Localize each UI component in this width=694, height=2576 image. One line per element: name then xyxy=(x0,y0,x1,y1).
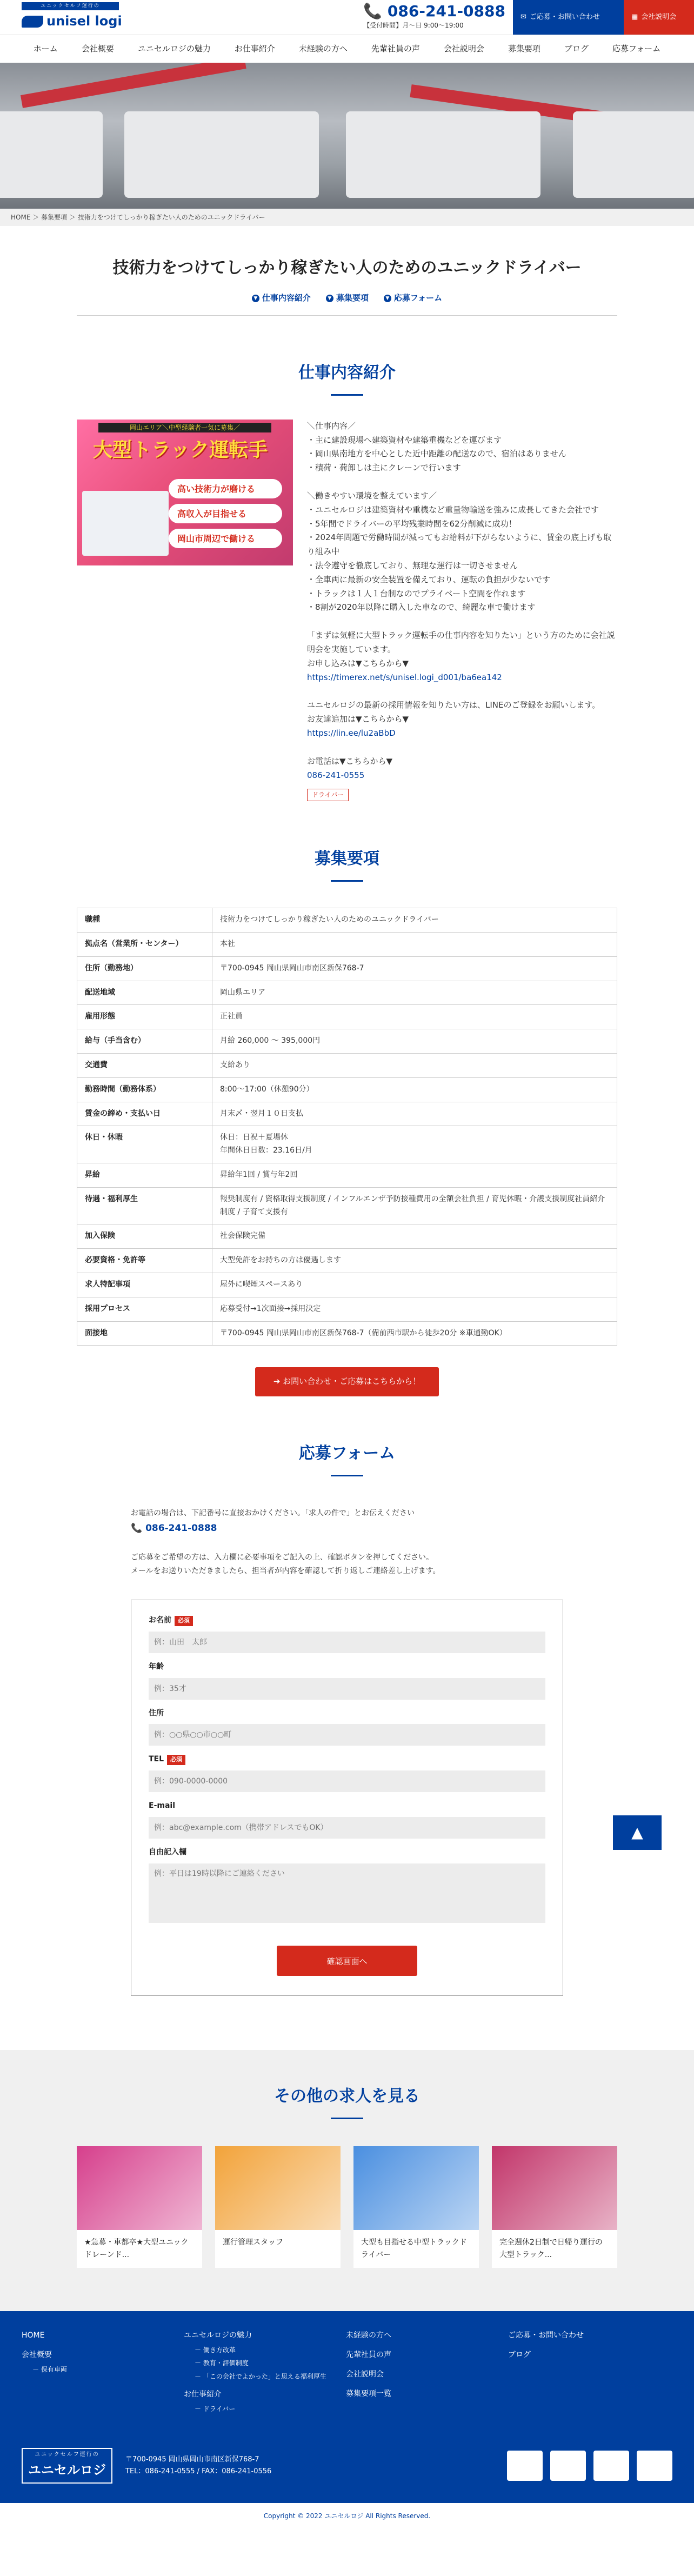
job-card[interactable] xyxy=(77,2146,202,2268)
row-label: 採用プロセス xyxy=(77,1297,212,1321)
field-label: TEL 必須 xyxy=(149,1753,545,1766)
job-card[interactable] xyxy=(215,2146,341,2268)
job-section-title: 仕事内容紹介 xyxy=(298,363,396,382)
row-value: 屋外に喫煙スペースあり xyxy=(212,1273,617,1297)
nav-item[interactable]: お仕事紹介 xyxy=(234,43,275,54)
arrow-right-icon: ➔ xyxy=(273,1376,283,1387)
other-jobs-title: その他の求人を見る xyxy=(274,2087,420,2106)
chevron-up-icon: ▲ xyxy=(631,1823,643,1841)
job-card-image xyxy=(77,2146,202,2230)
field-label: 年齢 xyxy=(149,1662,164,1671)
table-row xyxy=(77,1187,617,1224)
job-line: ・トラックは１人１台制なのでプライベート空間を作れます xyxy=(307,588,526,598)
row-label: 賃金の締め・支払い日 xyxy=(77,1102,212,1126)
job-line: ・2024年問題で労働時間が減ってもお給料が下がらないように、賃金の底上げも取り組み中 xyxy=(307,532,612,557)
header-contact-button[interactable]: ✉ ご応募・お問い合わせ xyxy=(513,0,624,35)
application-form xyxy=(131,1600,563,1996)
job-line xyxy=(307,615,617,629)
breadcrumb: HOME ＞ 募集要項 ＞ 技術力をつけてしっかり稼ぎたい人のためのユニックドライバー xyxy=(0,209,694,226)
table-row xyxy=(77,1297,617,1321)
row-value: 報奨制度有 / 資格取得支援制度 / インフルエンザ予防接種費用の全額会社負担 / 育児休暇・介護支援制度社員紹介制度 / 子育て支援有 xyxy=(212,1187,617,1224)
form-input[interactable] xyxy=(149,1632,545,1653)
certification-badge-icon xyxy=(593,2451,629,2481)
row-value: 社会保険完備 xyxy=(212,1224,617,1249)
footer-sublink[interactable]: － 保有車両 xyxy=(32,2365,67,2373)
header-tel[interactable]: 📞 086-241-0888 xyxy=(363,2,505,21)
requirements-section-title: 募集要項 xyxy=(315,849,379,869)
row-value: 技術力をつけてしっかり稼ぎたい人のためのユニックドライバー xyxy=(212,908,617,933)
footer-logo[interactable]: ユニックセルフ運行の ユニセルロジ xyxy=(22,2448,112,2484)
table-row xyxy=(77,1273,617,1297)
job-line: 「まずは気軽に大型トラック運転手の仕事内容を知りたい」という方のために会社説明会を実施しています。 xyxy=(307,630,615,655)
row-value: 応募受付→1次面接→採用決定 xyxy=(212,1297,617,1321)
anchor-links xyxy=(0,291,694,305)
hero-image xyxy=(0,63,694,209)
job-section xyxy=(77,420,617,802)
anchor-job[interactable]: ▼ 仕事内容紹介 xyxy=(252,291,311,305)
mail-icon: ✉ xyxy=(520,12,526,21)
row-label: 休日・休暇 xyxy=(77,1126,212,1163)
arrow-down-icon: ▼ xyxy=(384,295,391,302)
header-hours: 【受付時間】月〜日 9:00〜19:00 xyxy=(363,22,464,30)
job-card-title: 大型も目指せる中型トラックドライバー xyxy=(353,2230,479,2268)
row-label: 面接地 xyxy=(77,1321,212,1346)
logo-mark-icon xyxy=(22,16,43,28)
site-logo[interactable] xyxy=(22,2,122,32)
job-line: ・8割が2020年以降に購入した車なので、綺麗な車で働けます xyxy=(307,602,536,613)
job-image: 岡山エリア＼中型経験者一気に募集／ 大型トラック運転手 高い技術力が磨ける 高収入が目指せる 岡山市周辺で働ける xyxy=(77,420,293,565)
field-label: お名前 必須 xyxy=(149,1614,545,1627)
copyright: Copyright © 2022 ユニセルロジ All Rights Reserved. xyxy=(0,2503,694,2530)
job-card-image xyxy=(492,2146,617,2230)
row-label: 昇給 xyxy=(77,1163,212,1187)
row-value: 正社員 xyxy=(212,1005,617,1029)
footer-link[interactable]: ご応募・お問い合わせ xyxy=(508,2331,584,2340)
nav-item[interactable]: ユニセルロジの魅力 xyxy=(137,43,211,54)
footer-link[interactable]: ブログ xyxy=(508,2351,531,2360)
field-label: 住所 xyxy=(149,1708,164,1718)
table-row xyxy=(77,1029,617,1054)
row-label: 拠点名（営業所・センター） xyxy=(77,933,212,957)
job-description xyxy=(307,420,617,802)
form-input[interactable] xyxy=(149,1724,545,1746)
row-label: 必要資格・免許等 xyxy=(77,1249,212,1273)
row-value: 〒700-0945 岡山県岡山市南区新保768-7（備前西市駅から徒歩20分 ※車通勤OK） xyxy=(212,1321,617,1346)
back-to-top-button[interactable] xyxy=(613,1815,662,1850)
job-line: お申し込みは▼こちらから▼ xyxy=(307,658,409,668)
global-nav xyxy=(0,35,694,63)
anchor-requirements[interactable]: ▼ 募集要項 xyxy=(326,291,369,305)
confirm-button[interactable]: 確認画面へ xyxy=(277,1946,417,1976)
footer-link[interactable]: 募集要項一覧 xyxy=(346,2389,391,2398)
form-section-title: 応募フォーム xyxy=(298,1443,396,1463)
form-intro: お電話の場合は、下記番号に直接おかけください。「求人の件で」とお伝えください 📞 086-241-0888 ご応募をご希望の方は、入力欄に必要事項をご記入の上、確認ボタンを押してください。 メールをお送りいただきましたら、担当者が内容を確認して折り返しご連絡差し上げます。 xyxy=(131,1507,563,1578)
field-label: 自由記入欄 xyxy=(149,1848,186,1856)
row-label: 配送地域 xyxy=(77,981,212,1005)
line-link[interactable]: https://lin.ee/lu2aBbD xyxy=(307,728,396,738)
nav-item[interactable]: 未経験の方へ xyxy=(298,43,348,54)
row-value: 本社 xyxy=(212,933,617,957)
job-card[interactable] xyxy=(353,2146,479,2268)
job-card-image xyxy=(215,2146,341,2230)
row-label: 住所（勤務地） xyxy=(77,956,212,981)
page-title: 技術力をつけてしっかり稼ぎたい人のためのユニックドライバー xyxy=(112,258,582,278)
footer-link[interactable]: 会社説明会 xyxy=(346,2369,384,2379)
row-label: 雇用形態 xyxy=(77,1005,212,1029)
job-line: ＼働きやすい環境を整えています／ xyxy=(307,491,437,501)
nav-item[interactable]: ブログ xyxy=(564,43,589,54)
row-label: 加入保険 xyxy=(77,1224,212,1249)
free-text-field[interactable] xyxy=(149,1863,545,1923)
table-row xyxy=(77,956,617,981)
row-value: 大型免許をお持ちの方は優遇します xyxy=(212,1249,617,1273)
site-header xyxy=(0,0,694,35)
form-input[interactable] xyxy=(149,1678,545,1700)
logo-name: unisel logi xyxy=(46,14,122,29)
footer-address: 〒700-0945 岡山県岡山市南区新保768-7 TEL：086-241-0555 / FAX：086-241-0556 xyxy=(125,2455,272,2476)
table-row xyxy=(77,908,617,933)
job-line: ・ユニセルロジは建築資材や重機など重量物輸送を強みに成長してきた会社です xyxy=(307,504,599,515)
row-value: 支給あり xyxy=(212,1054,617,1078)
job-line: ・5年間でドライバーの平均残業時間を62分削減に成功！ xyxy=(307,518,517,529)
row-value: 昇給年1回 / 賞与年2回 xyxy=(212,1163,617,1187)
job-card-title: 運行管理スタッフ xyxy=(215,2230,341,2268)
nav-item[interactable]: 先輩社員の声 xyxy=(371,43,420,54)
row-value: 月給 260,000 ～ 395,000円 xyxy=(212,1029,617,1054)
footer-link[interactable]: お仕事紹介 xyxy=(184,2390,222,2399)
certification-badge-icon xyxy=(637,2451,672,2481)
footer-link[interactable]: 会社概要 xyxy=(22,2351,52,2360)
row-value: 〒700-0945 岡山県岡山市南区新保768-7 xyxy=(212,956,617,981)
certification-badge-icon xyxy=(507,2451,543,2481)
nav-item[interactable]: 応募フォーム xyxy=(612,43,661,54)
table-row xyxy=(77,1005,617,1029)
job-line: ・岡山県南地方を中心とした近中距離の配送なので、宿泊はありません xyxy=(307,449,566,459)
contact-cta-button[interactable]: ➔ お問い合わせ・ご応募はこちらから！ xyxy=(255,1367,439,1396)
footer-sublink[interactable]: － ドライバー xyxy=(195,2405,236,2413)
row-label: 給与（手当含む） xyxy=(77,1029,212,1054)
nav-item[interactable]: ホーム xyxy=(33,43,58,54)
footer-link[interactable]: 未経験の方へ xyxy=(346,2331,391,2340)
arrow-down-icon: ▼ xyxy=(252,295,259,302)
job-line: ・積荷・荷卸しは主にクレーンで行います xyxy=(307,463,461,473)
row-label: 交通費 xyxy=(77,1054,212,1078)
row-value: 月末〆・翌月１０日支払 xyxy=(212,1102,617,1126)
job-line: ・全車両に最新の安全装置を備えており、運転の負担が少ないです xyxy=(307,574,551,584)
job-line: お友達追加は▼こちらから▼ xyxy=(307,714,409,724)
footer-sublink[interactable]: － 働き方改革 xyxy=(195,2346,236,2354)
footer-sublink[interactable]: － 教育・評価制度 xyxy=(195,2359,249,2367)
other-jobs xyxy=(0,2050,694,2311)
footer-link[interactable]: ユニセルロジの魅力 xyxy=(184,2331,252,2340)
breadcrumb-current: 技術力をつけてしっかり稼ぎたい人のためのユニックドライバー xyxy=(77,214,265,221)
field-label: E-mail xyxy=(149,1801,176,1810)
row-label: 求人特記事項 xyxy=(77,1273,212,1297)
site-footer xyxy=(0,2311,694,2503)
nav-item[interactable]: 会社説明会 xyxy=(443,43,484,54)
certification-badge-icon xyxy=(550,2451,586,2481)
arrow-down-icon: ▼ xyxy=(326,295,333,302)
tel-link[interactable]: 086-241-0555 xyxy=(307,770,365,780)
table-row xyxy=(77,1224,617,1249)
nav-item[interactable]: 会社概要 xyxy=(81,43,114,54)
row-value: 休日：日祝＋夏場休 年間休日日数：23.16日/月 xyxy=(212,1126,617,1163)
row-label: 職種 xyxy=(77,908,212,933)
form-tel[interactable]: 📞 086-241-0888 xyxy=(131,1523,217,1534)
table-row xyxy=(77,1102,617,1126)
job-card-title: ★急募・車都卒★大型ユニックドレーンド... xyxy=(77,2230,202,2268)
table-row xyxy=(77,1054,617,1078)
breadcrumb-home[interactable]: HOME xyxy=(11,214,31,221)
footer-sublink[interactable]: － 「この会社でよかった」と思える福利厚生 xyxy=(195,2372,326,2380)
table-row xyxy=(77,1321,617,1346)
job-card-title: 完全週休2日制で日帰り運行の大型トラック... xyxy=(492,2230,617,2268)
row-label: 勤務時間（勤務体系） xyxy=(77,1077,212,1102)
row-value: 8:00〜17:00（休憩90分） xyxy=(212,1077,617,1102)
required-badge: 必須 xyxy=(175,1616,193,1626)
table-row xyxy=(77,1163,617,1187)
footer-link[interactable]: 先輩社員の声 xyxy=(346,2351,391,2360)
table-row xyxy=(77,981,617,1005)
requirements-table xyxy=(77,908,617,1346)
seminar-link[interactable]: https://timerex.net/s/unisel.logi_d001/ba6ea142 xyxy=(307,672,502,682)
table-row xyxy=(77,933,617,957)
form-input[interactable] xyxy=(149,1770,545,1792)
required-badge: 必須 xyxy=(167,1755,185,1765)
anchor-form[interactable]: ▼ 応募フォーム xyxy=(384,291,442,305)
job-line xyxy=(307,475,617,489)
job-card[interactable] xyxy=(492,2146,617,2268)
building-icon: ▦ xyxy=(631,12,638,21)
table-row xyxy=(77,1126,617,1163)
row-value: 岡山県エリア xyxy=(212,981,617,1005)
table-row xyxy=(77,1249,617,1273)
breadcrumb-requirements[interactable]: 募集要項 xyxy=(41,214,68,221)
job-line: ＼仕事内容／ xyxy=(307,421,356,431)
form-input[interactable] xyxy=(149,1817,545,1839)
job-line: ・主に建設現場へ建築資材や建築重機などを運びます xyxy=(307,435,502,445)
job-line: お電話は▼こちらから▼ xyxy=(307,756,393,766)
nav-item[interactable]: 募集要項 xyxy=(508,43,540,54)
row-label: 待遇・福利厚生 xyxy=(77,1187,212,1224)
table-row xyxy=(77,1077,617,1102)
logo-tagline: ユニックセルフ運行の xyxy=(22,2,119,10)
footer-link[interactable]: HOME xyxy=(22,2331,45,2340)
job-line: ユニセルロジの最新の採用情報を知りたい方は、LINEのご登録をお願いします。 xyxy=(307,700,600,710)
job-line: ・法令遵守を徹底しており、無理な運行は一切させません xyxy=(307,561,518,571)
job-card-image xyxy=(353,2146,479,2230)
category-tag[interactable]: ドライバー xyxy=(307,789,349,801)
header-seminar-button[interactable]: ▦ 会社説明会 xyxy=(624,0,694,35)
